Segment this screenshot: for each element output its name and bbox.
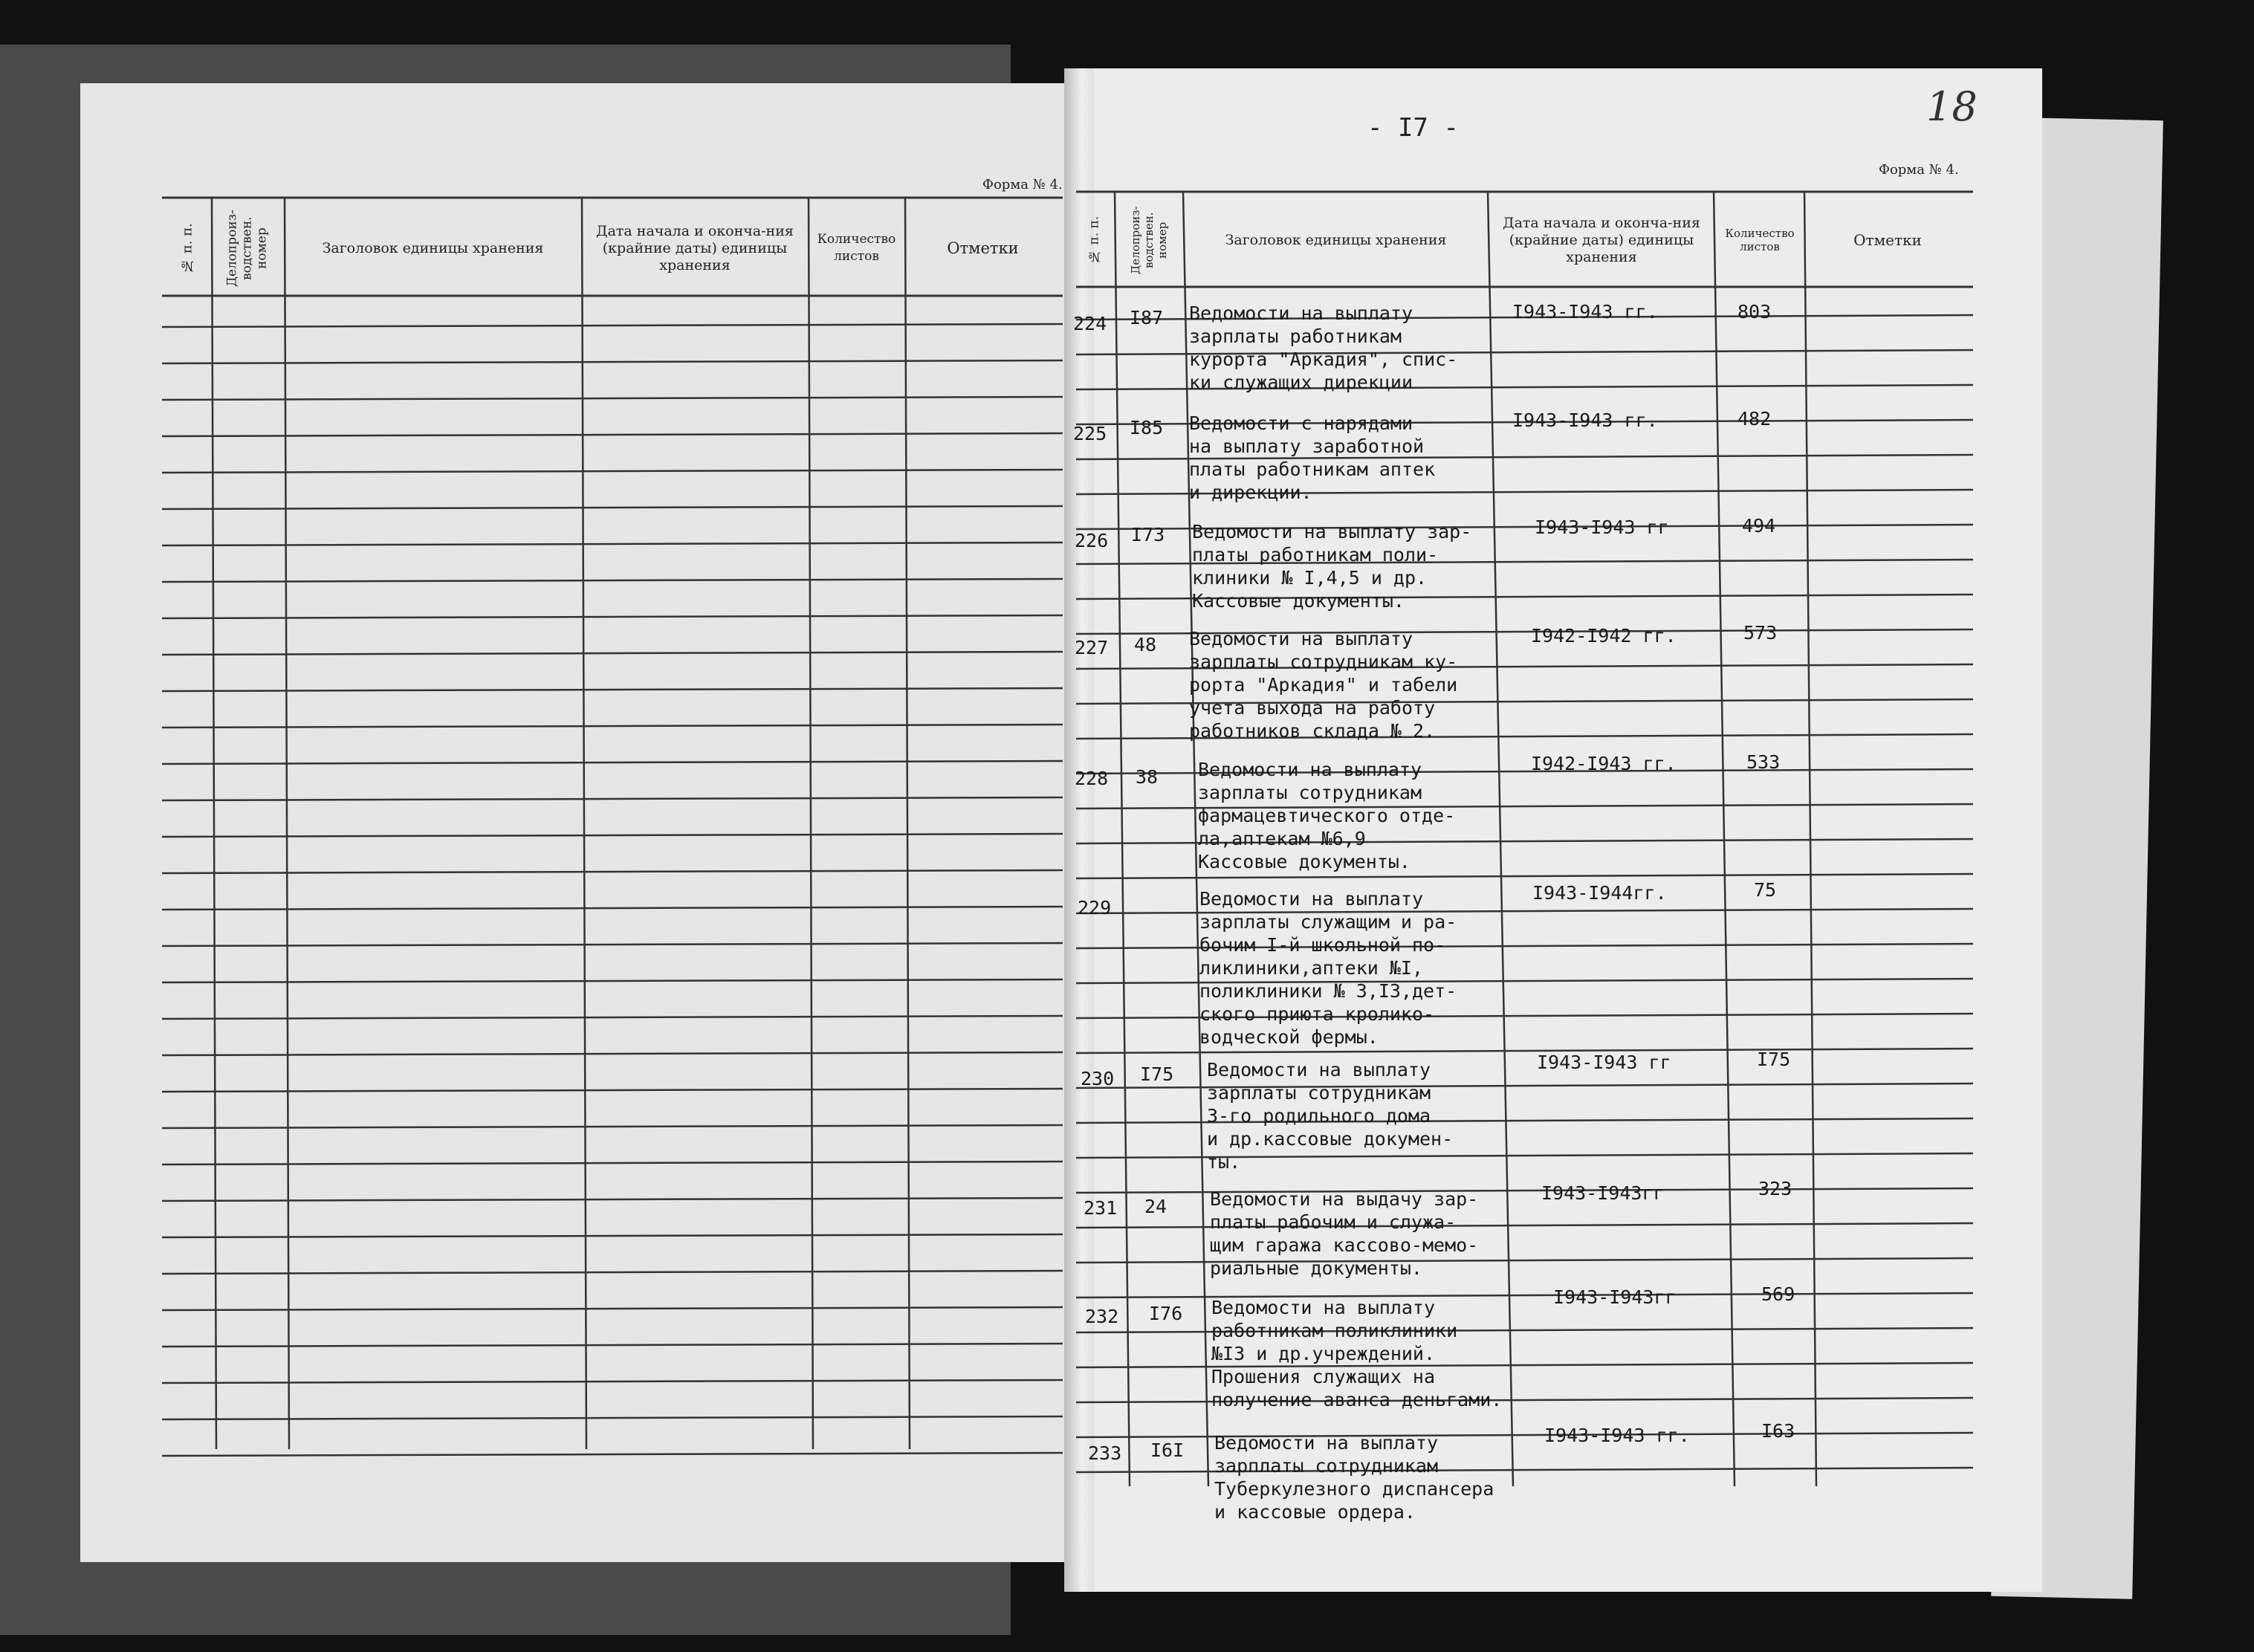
row-office-num: I73 xyxy=(1131,524,1165,545)
row-title: Ведомости на выплату зарплаты сотрудникам фармацевтического отде- ла,аптекам №6,9 Кассовые документы. xyxy=(1198,759,1456,872)
row-num: 230 xyxy=(1081,1068,1115,1089)
row-num: 228 xyxy=(1075,768,1109,789)
ruled-line xyxy=(162,652,1063,655)
ruled-line xyxy=(162,1016,1063,1019)
row-sheets: 803 xyxy=(1738,301,1772,323)
row-dates: I943-I943 гг. xyxy=(1512,301,1658,323)
ruled-line xyxy=(162,324,1063,327)
row-dates: I943-I943 гг xyxy=(1535,516,1669,538)
row-office-num: I76 xyxy=(1149,1303,1183,1324)
ruled-line xyxy=(162,1052,1063,1055)
ruled-line xyxy=(285,198,289,1449)
ruled-line xyxy=(162,1198,1063,1201)
row-sheets: 482 xyxy=(1738,408,1772,430)
ruled-line xyxy=(162,615,1063,618)
ruled-line xyxy=(162,433,1063,436)
ruled-line xyxy=(162,907,1063,910)
ruled-line xyxy=(162,1416,1063,1419)
row-title: Ведомости на выплату зар- платы работникам поли- клиники № I,4,5 и др. Кассовые документы. xyxy=(1192,521,1472,612)
ruled-line xyxy=(582,198,586,1449)
ruled-line xyxy=(162,1162,1063,1165)
right-header-title: Заголовок единицы хранения xyxy=(1225,231,1447,248)
row-title: Ведомости на выплату зарплаты сотрудникам 3-го родильного дома и др.кассовые докумен- ты. xyxy=(1207,1059,1454,1173)
left-header-notes: Отметки xyxy=(947,239,1019,257)
row-sheets: 494 xyxy=(1742,515,1776,537)
row-dates: I943-I943 гг. xyxy=(1544,1425,1690,1446)
ruled-line xyxy=(162,725,1063,728)
row-dates: I943-I943гг xyxy=(1553,1286,1677,1308)
row-title: Ведомости на выплату зарплаты работникам курорта "Аркадия", спис- ки служащих дирекции xyxy=(1189,302,1458,393)
row-office-num: I75 xyxy=(1140,1063,1174,1085)
left-header-office-num: Делопроиз-водствен. номер xyxy=(224,210,270,287)
row-title: Ведомости с нарядами на выплату заработной платы работникам аптек и дирекции. xyxy=(1189,412,1436,503)
left-header-num: № п. п. xyxy=(179,223,195,273)
ruled-line xyxy=(1076,1468,1973,1472)
row-num: 232 xyxy=(1085,1306,1119,1327)
ruled-line xyxy=(162,1453,1063,1456)
row-sheets: I75 xyxy=(1757,1049,1791,1070)
ruled-line xyxy=(162,542,1063,545)
ruled-line xyxy=(162,470,1063,473)
ruled-line xyxy=(162,1307,1063,1310)
ruled-line xyxy=(162,1380,1063,1383)
row-dates: I943-I943 гг. xyxy=(1512,409,1658,431)
ruled-line xyxy=(162,1344,1063,1347)
row-sheets: I63 xyxy=(1761,1420,1795,1442)
row-num: 227 xyxy=(1075,637,1109,658)
row-office-num: I85 xyxy=(1130,417,1164,438)
row-num: 224 xyxy=(1073,313,1107,334)
row-dates: I943-I944гг. xyxy=(1532,882,1667,904)
row-num: 233 xyxy=(1088,1442,1122,1464)
ruled-line xyxy=(162,360,1063,363)
ruled-line xyxy=(212,198,216,1449)
page-number: - I7 - xyxy=(1367,113,1459,143)
ruled-line xyxy=(162,579,1063,582)
row-sheets: 533 xyxy=(1746,751,1781,773)
row-sheets: 569 xyxy=(1761,1283,1795,1305)
row-sheets: 323 xyxy=(1758,1178,1792,1199)
row-title: Ведомости на выплату зарплаты сотрудникам ку- рорта "Аркадия" и табели учета выхода на работу работников склада № 2. xyxy=(1189,628,1458,742)
row-dates: I943-I943гг xyxy=(1541,1182,1665,1204)
ruled-line xyxy=(162,1234,1063,1237)
ruled-line xyxy=(162,1125,1063,1128)
ruled-line xyxy=(162,397,1063,400)
ruled-line xyxy=(162,979,1063,982)
ruled-line xyxy=(162,688,1063,691)
row-sheets: 75 xyxy=(1754,879,1777,901)
ruled-line xyxy=(162,1271,1063,1274)
ruled-line xyxy=(162,797,1063,800)
ruled-line xyxy=(162,761,1063,764)
left-header-title: Заголовок единицы хранения xyxy=(322,239,544,256)
row-office-num: 48 xyxy=(1134,634,1157,655)
row-office-num: I6I xyxy=(1150,1439,1185,1461)
ruled-line xyxy=(162,506,1063,509)
row-num: 226 xyxy=(1075,530,1109,551)
row-dates: I943-I943 гг xyxy=(1537,1052,1671,1073)
left-header-dates: Дата начала и оконча-ния (крайние даты) единицы хранения xyxy=(596,222,794,273)
ruled-line xyxy=(162,943,1063,946)
right-header-sheets: Количество листов xyxy=(1725,227,1795,253)
right-header-dates: Дата начала и оконча-ния (крайние даты) единицы хранения xyxy=(1503,214,1700,265)
row-num: 225 xyxy=(1073,423,1107,444)
ruled-line xyxy=(1076,1049,1973,1053)
right-header-office-num: Делопроиз-водствен. номер xyxy=(1129,206,1169,274)
ruled-line xyxy=(1115,192,1130,1486)
ruled-line xyxy=(1076,874,1973,878)
row-title: Ведомости на выплату работникам поликлиники №I3 и др.учреждений. Прошения служащих на получение аванса деньгами. xyxy=(1211,1297,1503,1410)
row-title: Ведомости на выплату зарплаты сотрудникам Туберкулезного диспансера и кассовые ордера. xyxy=(1214,1432,1494,1523)
row-title: Ведомости на выплату зарплаты служащим и ра- бочим I-й школьной по- ликлиники,аптеки №I, поликлиники № 3,I3,дет- ского приюта кролико- водческой фермы. xyxy=(1199,888,1457,1048)
row-office-num: 24 xyxy=(1144,1196,1168,1217)
row-title: Ведомости на выдачу зар- платы рабочим и служа- щим гаража кассово-мемо- риальные документы. xyxy=(1210,1188,1479,1279)
row-num: 231 xyxy=(1084,1197,1118,1219)
ruled-line xyxy=(905,198,910,1449)
row-office-num: 38 xyxy=(1136,766,1159,788)
ruled-line xyxy=(162,870,1063,873)
right-form-label: Форма № 4. xyxy=(1879,162,1959,178)
row-office-num: I87 xyxy=(1130,307,1164,328)
right-header-notes: Отметки xyxy=(1853,230,1922,249)
left-header-sheets: Количество листов xyxy=(817,232,896,264)
ruled-line xyxy=(809,198,813,1449)
left-form-label: Форма № 4. xyxy=(982,177,1063,192)
ruled-line xyxy=(1488,192,1513,1486)
row-num: 229 xyxy=(1078,897,1112,919)
ruled-line xyxy=(162,1089,1063,1092)
row-dates: I942-I942 гг. xyxy=(1531,625,1677,647)
row-dates: I942-I943 гг. xyxy=(1531,753,1677,774)
right-header-num: № п. п. xyxy=(1086,216,1102,265)
row-sheets: 573 xyxy=(1743,622,1778,644)
ruled-line xyxy=(162,834,1063,837)
ruled-line xyxy=(1076,1433,1973,1437)
handwritten-page-number: 18 xyxy=(1926,83,1978,130)
